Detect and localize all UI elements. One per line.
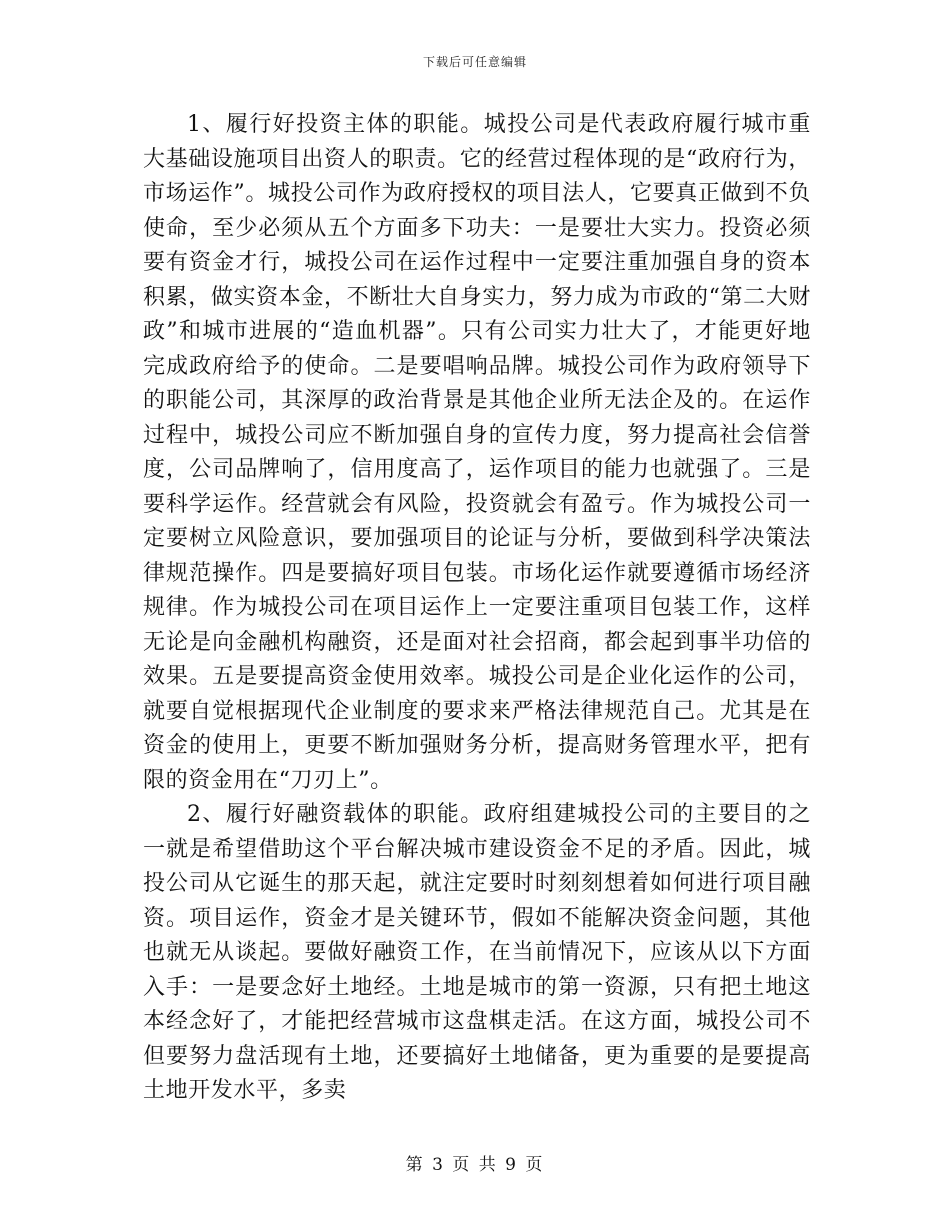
document-body	[143, 108, 811, 1109]
paragraph-1: 1、履行好投资主体的职能。城投公司是代表政府履行城市重大基础设施项目出资人的职责。它的经营过程体现的是“政府行为，市场运作”。城投公司作为政府授权的项目法人，它要真正做到不负使命，至少必须从五个方面多下功夫：一是要壮大实力。投资必须要有资金才行，城投公司在运作过程中一定要注重加强自身的资本积累，做实资本金，不断壮大自身实力，努力成为市政的“第二大财政”和城市进展的“造血机器”。只有公司实力壮大了，才能更好地完成政府给予的使命。二是要唱响品牌。城投公司作为政府领导下的职能公司，其深厚的政治背景是其他企业所无法企及的。在运作过程中，城投公司应不断加强自身的宣传力度，努力提高社会信誉度，公司品牌响了，信用度高了，运作项目的能力也就强了。三是要科学运作。经营就会有风险，投资就会有盈亏。作为城投公司一定要树立风险意识，要加强项目的论证与分析，要做到科学决策法律规范操作。四是要搞好项目包装。市场化运作就要遵循市场经济规律。作为城投公司在项目运作上一定要注重项目包装工作，这样无论是向金融机构融资，还是面对社会招商，都会起到事半功倍的效果。五是要提高资金使用效率。城投公司是企业化运作的公司，就要自觉根据现代企业制度的要求来严格法律规范自己。尤其是在资金的使用上，更要不断加强财务分析，提高财务管理水平，把有限的资金用在“刀刃上”。	[143, 112, 811, 793]
page-footer: 第 3 页 共 9 页	[405, 1155, 545, 1175]
page-header: 下载后可任意编辑	[422, 55, 527, 69]
paragraph-2: 2、履行好融资载体的职能。政府组建城投公司的主要目的之一就是希望借助这个平台解决城市建设资金不足的矛盾。因此，城投公司从它诞生的那天起，就注定要时时刻刻想着如何进行项目融资。项目运作，资金才是关键环节，假如不能解决资金问题，其他也就无从谈起。要做好融资工作，在当前情况下，应该从以下方面入手：一是要念好土地经。土地是城市的第一资源，只有把土地这本经念好了，才能把经营城市这盘棋走活。在这方面，城投公司不但要努力盘活现有土地，还要搞好土地储备，更为重要的是要提高土地开发水平，多卖	[143, 802, 811, 1103]
